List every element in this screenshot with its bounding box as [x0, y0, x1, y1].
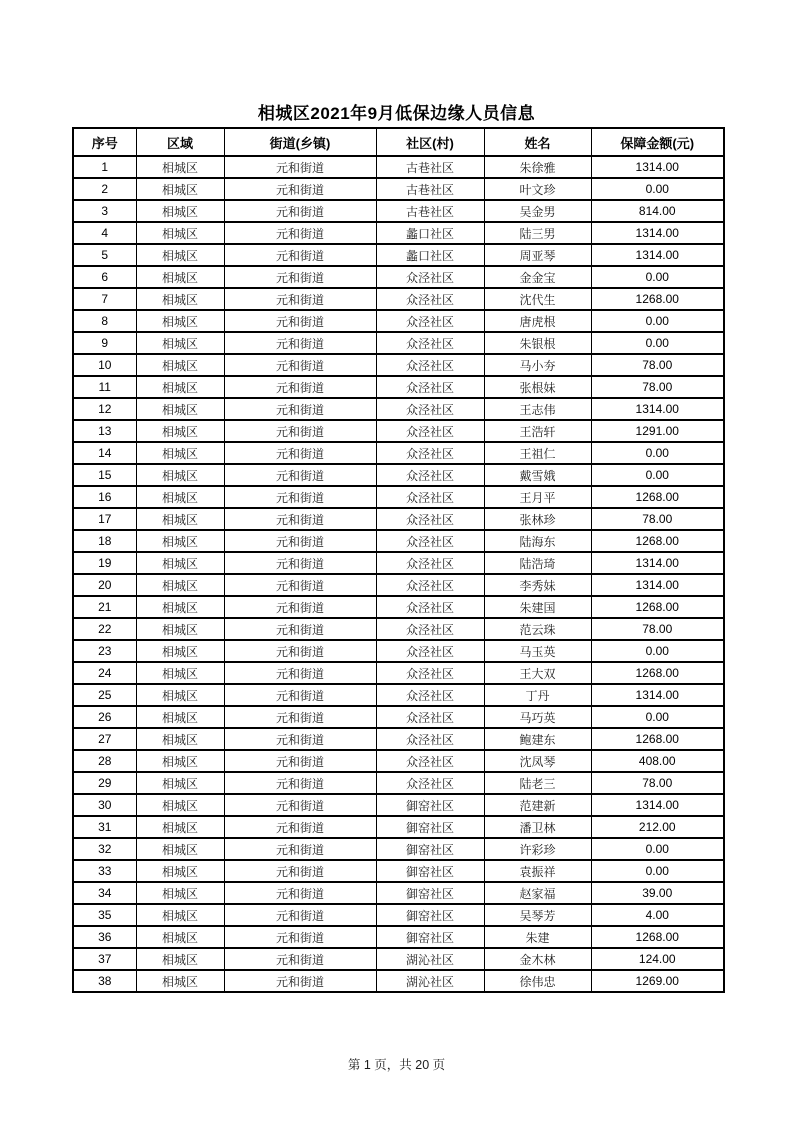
cell-region: 相城区	[136, 354, 224, 376]
cell-amount: 4.00	[591, 904, 724, 926]
cell-street: 元和街道	[224, 904, 376, 926]
cell-region: 相城区	[136, 376, 224, 398]
cell-name: 潘卫林	[484, 816, 591, 838]
cell-amount: 0.00	[591, 640, 724, 662]
table-row	[73, 640, 724, 662]
cell-street: 元和街道	[224, 442, 376, 464]
table-row	[73, 288, 724, 310]
col-header-region: 区域	[136, 128, 224, 156]
cell-street: 元和街道	[224, 222, 376, 244]
table-row	[73, 574, 724, 596]
table-row	[73, 838, 724, 860]
cell-amount: 1314.00	[591, 156, 724, 178]
cell-seq: 17	[73, 508, 136, 530]
cell-name: 吴金男	[484, 200, 591, 222]
cell-name: 李秀妹	[484, 574, 591, 596]
cell-amount: 408.00	[591, 750, 724, 772]
cell-street: 元和街道	[224, 596, 376, 618]
cell-region: 相城区	[136, 464, 224, 486]
cell-community: 御窑社区	[376, 838, 484, 860]
cell-amount: 78.00	[591, 772, 724, 794]
cell-community: 众泾社区	[376, 706, 484, 728]
cell-region: 相城区	[136, 662, 224, 684]
table-row	[73, 662, 724, 684]
cell-amount: 78.00	[591, 354, 724, 376]
cell-name: 马小夯	[484, 354, 591, 376]
cell-seq: 29	[73, 772, 136, 794]
cell-name: 鲍建东	[484, 728, 591, 750]
cell-street: 元和街道	[224, 970, 376, 992]
cell-name: 王月平	[484, 486, 591, 508]
cell-region: 相城区	[136, 266, 224, 288]
cell-street: 元和街道	[224, 244, 376, 266]
cell-community: 众泾社区	[376, 398, 484, 420]
table-row	[73, 200, 724, 222]
cell-community: 湖沁社区	[376, 970, 484, 992]
cell-name: 袁振祥	[484, 860, 591, 882]
table-row	[73, 178, 724, 200]
cell-name: 马巧英	[484, 706, 591, 728]
cell-community: 蠡口社区	[376, 222, 484, 244]
cell-street: 元和街道	[224, 618, 376, 640]
cell-street: 元和街道	[224, 332, 376, 354]
cell-community: 古巷社区	[376, 156, 484, 178]
cell-street: 元和街道	[224, 860, 376, 882]
cell-amount: 1314.00	[591, 398, 724, 420]
table-row	[73, 442, 724, 464]
cell-seq: 37	[73, 948, 136, 970]
cell-name: 陆浩琦	[484, 552, 591, 574]
cell-region: 相城区	[136, 860, 224, 882]
cell-name: 唐虎根	[484, 310, 591, 332]
cell-region: 相城区	[136, 640, 224, 662]
cell-amount: 1314.00	[591, 574, 724, 596]
cell-region: 相城区	[136, 684, 224, 706]
cell-community: 众泾社区	[376, 288, 484, 310]
cell-seq: 23	[73, 640, 136, 662]
cell-name: 朱建	[484, 926, 591, 948]
cell-community: 众泾社区	[376, 310, 484, 332]
table-row	[73, 904, 724, 926]
cell-street: 元和街道	[224, 948, 376, 970]
cell-street: 元和街道	[224, 266, 376, 288]
cell-name: 王浩轩	[484, 420, 591, 442]
cell-seq: 21	[73, 596, 136, 618]
cell-name: 朱徐雅	[484, 156, 591, 178]
page-title: 相城区2021年9月低保边缘人员信息	[257, 104, 536, 123]
cell-amount: 78.00	[591, 618, 724, 640]
cell-community: 古巷社区	[376, 178, 484, 200]
cell-community: 众泾社区	[376, 618, 484, 640]
cell-name: 金木林	[484, 948, 591, 970]
table-row	[73, 970, 724, 992]
cell-street: 元和街道	[224, 420, 376, 442]
cell-seq: 6	[73, 266, 136, 288]
cell-seq: 38	[73, 970, 136, 992]
cell-amount: 212.00	[591, 816, 724, 838]
cell-community: 众泾社区	[376, 552, 484, 574]
cell-amount: 1314.00	[591, 794, 724, 816]
cell-street: 元和街道	[224, 728, 376, 750]
table-row	[73, 530, 724, 552]
cell-region: 相城区	[136, 728, 224, 750]
table-row	[73, 486, 724, 508]
cell-street: 元和街道	[224, 684, 376, 706]
header-row	[73, 128, 724, 156]
cell-region: 相城区	[136, 244, 224, 266]
cell-amount: 1291.00	[591, 420, 724, 442]
cell-region: 相城区	[136, 970, 224, 992]
cell-region: 相城区	[136, 420, 224, 442]
cell-name: 王大双	[484, 662, 591, 684]
cell-community: 众泾社区	[376, 640, 484, 662]
table-row	[73, 398, 724, 420]
cell-seq: 34	[73, 882, 136, 904]
cell-seq: 22	[73, 618, 136, 640]
cell-street: 元和街道	[224, 200, 376, 222]
cell-amount: 1268.00	[591, 728, 724, 750]
cell-region: 相城区	[136, 552, 224, 574]
cell-name: 朱银根	[484, 332, 591, 354]
cell-amount: 1268.00	[591, 530, 724, 552]
cell-street: 元和街道	[224, 552, 376, 574]
cell-community: 御窑社区	[376, 904, 484, 926]
cell-region: 相城区	[136, 178, 224, 200]
cell-street: 元和街道	[224, 354, 376, 376]
table-row	[73, 332, 724, 354]
cell-seq: 33	[73, 860, 136, 882]
cell-street: 元和街道	[224, 706, 376, 728]
cell-community: 众泾社区	[376, 684, 484, 706]
cell-region: 相城区	[136, 530, 224, 552]
cell-name: 范云珠	[484, 618, 591, 640]
cell-region: 相城区	[136, 794, 224, 816]
table-body	[73, 156, 724, 992]
cell-seq: 12	[73, 398, 136, 420]
cell-region: 相城区	[136, 508, 224, 530]
cell-seq: 24	[73, 662, 136, 684]
cell-street: 元和街道	[224, 662, 376, 684]
table-row	[73, 552, 724, 574]
table-row	[73, 420, 724, 442]
cell-community: 御窑社区	[376, 794, 484, 816]
cell-amount: 1314.00	[591, 552, 724, 574]
cell-community: 众泾社区	[376, 332, 484, 354]
cell-community: 御窑社区	[376, 882, 484, 904]
cell-street: 元和街道	[224, 816, 376, 838]
cell-community: 众泾社区	[376, 464, 484, 486]
cell-region: 相城区	[136, 816, 224, 838]
cell-street: 元和街道	[224, 794, 376, 816]
cell-amount: 814.00	[591, 200, 724, 222]
table-row	[73, 618, 724, 640]
cell-name: 王祖仁	[484, 442, 591, 464]
cell-name: 马玉英	[484, 640, 591, 662]
cell-street: 元和街道	[224, 508, 376, 530]
cell-street: 元和街道	[224, 750, 376, 772]
cell-name: 金金宝	[484, 266, 591, 288]
cell-street: 元和街道	[224, 838, 376, 860]
cell-amount: 1268.00	[591, 662, 724, 684]
cell-community: 众泾社区	[376, 266, 484, 288]
table-row	[73, 860, 724, 882]
cell-seq: 3	[73, 200, 136, 222]
col-header-name: 姓名	[484, 128, 591, 156]
cell-community: 众泾社区	[376, 530, 484, 552]
cell-seq: 16	[73, 486, 136, 508]
cell-seq: 7	[73, 288, 136, 310]
cell-region: 相城区	[136, 618, 224, 640]
cell-seq: 28	[73, 750, 136, 772]
table-row	[73, 794, 724, 816]
cell-name: 陆三男	[484, 222, 591, 244]
cell-seq: 13	[73, 420, 136, 442]
cell-community: 御窑社区	[376, 860, 484, 882]
cell-street: 元和街道	[224, 398, 376, 420]
cell-community: 御窑社区	[376, 816, 484, 838]
cell-community: 古巷社区	[376, 200, 484, 222]
cell-amount: 1314.00	[591, 244, 724, 266]
cell-name: 王志伟	[484, 398, 591, 420]
cell-street: 元和街道	[224, 640, 376, 662]
cell-community: 御窑社区	[376, 926, 484, 948]
cell-amount: 0.00	[591, 266, 724, 288]
cell-community: 众泾社区	[376, 354, 484, 376]
cell-region: 相城区	[136, 750, 224, 772]
page-number-footer: 第 1 页，共 20 页	[347, 1058, 446, 1072]
cell-name: 范建新	[484, 794, 591, 816]
table-row	[73, 706, 724, 728]
cell-amount: 78.00	[591, 376, 724, 398]
cell-seq: 31	[73, 816, 136, 838]
cell-region: 相城区	[136, 904, 224, 926]
table-row	[73, 354, 724, 376]
table-container	[72, 127, 723, 993]
cell-seq: 2	[73, 178, 136, 200]
cell-community: 蠡口社区	[376, 244, 484, 266]
cell-amount: 0.00	[591, 332, 724, 354]
cell-seq: 4	[73, 222, 136, 244]
cell-street: 元和街道	[224, 574, 376, 596]
table-row	[73, 882, 724, 904]
cell-region: 相城区	[136, 838, 224, 860]
table-row	[73, 750, 724, 772]
table-row	[73, 376, 724, 398]
cell-amount: 1268.00	[591, 596, 724, 618]
cell-name: 陆老三	[484, 772, 591, 794]
cell-seq: 36	[73, 926, 136, 948]
table-row	[73, 222, 724, 244]
cell-seq: 19	[73, 552, 136, 574]
cell-name: 张根妹	[484, 376, 591, 398]
cell-amount: 124.00	[591, 948, 724, 970]
cell-seq: 15	[73, 464, 136, 486]
cell-community: 湖沁社区	[376, 948, 484, 970]
cell-seq: 20	[73, 574, 136, 596]
cell-street: 元和街道	[224, 156, 376, 178]
col-header-street: 街道(乡镇)	[224, 128, 376, 156]
cell-amount: 0.00	[591, 706, 724, 728]
cell-region: 相城区	[136, 596, 224, 618]
cell-amount: 78.00	[591, 508, 724, 530]
cell-name: 吴琴芳	[484, 904, 591, 926]
table-row	[73, 266, 724, 288]
cell-amount: 1314.00	[591, 222, 724, 244]
cell-name: 徐伟忠	[484, 970, 591, 992]
cell-street: 元和街道	[224, 464, 376, 486]
cell-seq: 10	[73, 354, 136, 376]
cell-region: 相城区	[136, 574, 224, 596]
table-row	[73, 244, 724, 266]
cell-street: 元和街道	[224, 376, 376, 398]
cell-amount: 1314.00	[591, 684, 724, 706]
cell-region: 相城区	[136, 288, 224, 310]
cell-seq: 1	[73, 156, 136, 178]
cell-seq: 11	[73, 376, 136, 398]
cell-street: 元和街道	[224, 486, 376, 508]
cell-street: 元和街道	[224, 530, 376, 552]
cell-amount: 1268.00	[591, 486, 724, 508]
cell-community: 众泾社区	[376, 508, 484, 530]
table-row	[73, 816, 724, 838]
cell-community: 众泾社区	[376, 486, 484, 508]
table-row	[73, 508, 724, 530]
cell-amount: 0.00	[591, 464, 724, 486]
cell-name: 沈代生	[484, 288, 591, 310]
cell-region: 相城区	[136, 486, 224, 508]
cell-region: 相城区	[136, 222, 224, 244]
cell-amount: 1268.00	[591, 926, 724, 948]
table-row	[73, 310, 724, 332]
cell-amount: 1268.00	[591, 288, 724, 310]
cell-seq: 26	[73, 706, 136, 728]
cell-name: 戴雪娥	[484, 464, 591, 486]
cell-community: 众泾社区	[376, 574, 484, 596]
cell-community: 众泾社区	[376, 772, 484, 794]
col-header-seq: 序号	[73, 128, 136, 156]
cell-name: 张林珍	[484, 508, 591, 530]
cell-community: 众泾社区	[376, 420, 484, 442]
cell-street: 元和街道	[224, 178, 376, 200]
cell-region: 相城区	[136, 442, 224, 464]
cell-seq: 27	[73, 728, 136, 750]
cell-name: 许彩珍	[484, 838, 591, 860]
cell-region: 相城区	[136, 332, 224, 354]
table-row	[73, 948, 724, 970]
cell-seq: 9	[73, 332, 136, 354]
cell-amount: 39.00	[591, 882, 724, 904]
table-row	[73, 596, 724, 618]
table-row	[73, 772, 724, 794]
cell-seq: 32	[73, 838, 136, 860]
cell-seq: 25	[73, 684, 136, 706]
cell-amount: 1269.00	[591, 970, 724, 992]
cell-amount: 0.00	[591, 310, 724, 332]
cell-amount: 0.00	[591, 860, 724, 882]
cell-region: 相城区	[136, 772, 224, 794]
cell-region: 相城区	[136, 926, 224, 948]
cell-region: 相城区	[136, 156, 224, 178]
cell-community: 众泾社区	[376, 728, 484, 750]
cell-seq: 5	[73, 244, 136, 266]
cell-name: 叶文珍	[484, 178, 591, 200]
col-header-amount: 保障金额(元)	[591, 128, 724, 156]
cell-name: 丁丹	[484, 684, 591, 706]
cell-region: 相城区	[136, 948, 224, 970]
col-header-community: 社区(村)	[376, 128, 484, 156]
cell-region: 相城区	[136, 310, 224, 332]
cell-name: 朱建国	[484, 596, 591, 618]
cell-seq: 35	[73, 904, 136, 926]
cell-amount: 0.00	[591, 178, 724, 200]
cell-community: 众泾社区	[376, 442, 484, 464]
cell-seq: 18	[73, 530, 136, 552]
benefit-table	[72, 127, 725, 993]
cell-community: 众泾社区	[376, 662, 484, 684]
cell-amount: 0.00	[591, 442, 724, 464]
cell-name: 周亚琴	[484, 244, 591, 266]
cell-community: 众泾社区	[376, 376, 484, 398]
table-row	[73, 728, 724, 750]
cell-name: 赵家福	[484, 882, 591, 904]
cell-street: 元和街道	[224, 882, 376, 904]
cell-region: 相城区	[136, 200, 224, 222]
cell-community: 众泾社区	[376, 750, 484, 772]
cell-street: 元和街道	[224, 288, 376, 310]
cell-street: 元和街道	[224, 310, 376, 332]
table-row	[73, 684, 724, 706]
cell-region: 相城区	[136, 398, 224, 420]
cell-seq: 8	[73, 310, 136, 332]
table-row	[73, 464, 724, 486]
cell-region: 相城区	[136, 882, 224, 904]
table-row	[73, 156, 724, 178]
cell-name: 沈凤琴	[484, 750, 591, 772]
table-row	[73, 926, 724, 948]
cell-community: 众泾社区	[376, 596, 484, 618]
cell-seq: 14	[73, 442, 136, 464]
cell-street: 元和街道	[224, 926, 376, 948]
cell-name: 陆海东	[484, 530, 591, 552]
cell-amount: 0.00	[591, 838, 724, 860]
cell-region: 相城区	[136, 706, 224, 728]
cell-seq: 30	[73, 794, 136, 816]
cell-street: 元和街道	[224, 772, 376, 794]
